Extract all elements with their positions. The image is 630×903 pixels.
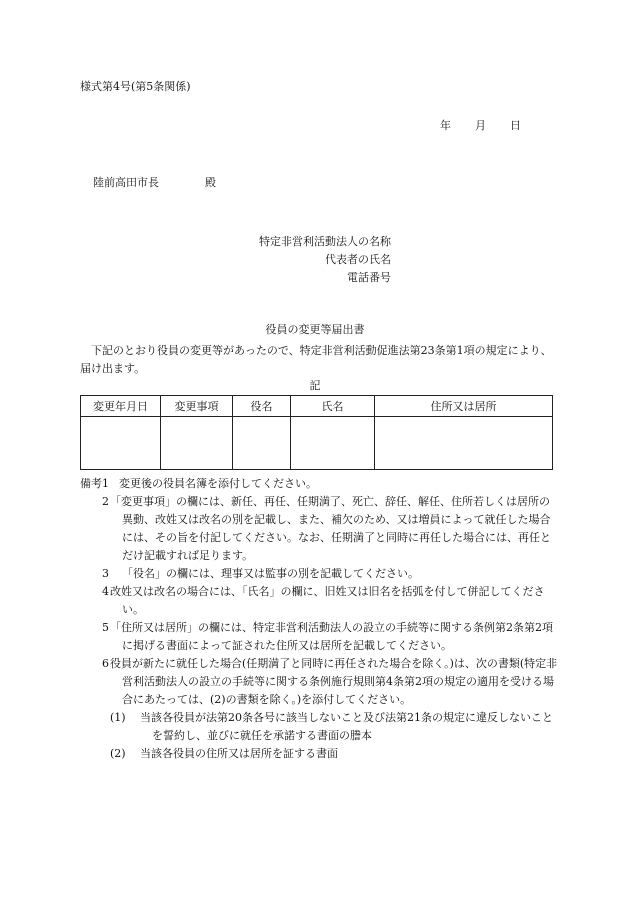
header-role: 役名 [233, 396, 291, 417]
note-text: 変更後の役員名簿を添付してください。 [119, 477, 317, 490]
ki-marker: 記 [309, 379, 321, 392]
header-change-date: 変更年月日 [81, 396, 161, 417]
addressee [93, 177, 216, 188]
date-month-label: 月 [475, 119, 486, 132]
sub-item-number: (1) [110, 711, 126, 724]
note-sub-item [80, 709, 560, 745]
cell-address[interactable] [375, 417, 553, 470]
note-number: 1 [102, 477, 109, 490]
note-item [80, 493, 560, 565]
note-text: 「住所又は居所」の欄には、特定非営利活動法人の設立の手続等に関する条例第2条第2項に掲げる書面によって証された住所又は居所を記載してください。 [110, 621, 553, 652]
date-line [440, 120, 521, 131]
cell-change-item[interactable] [161, 417, 233, 470]
note-text: 「役名」の欄には、理事又は監事の別を記載してください。 [122, 567, 419, 580]
note-item [80, 583, 560, 619]
header-name: 氏名 [291, 396, 375, 417]
cell-role[interactable] [233, 417, 291, 470]
table-header-row [81, 396, 553, 417]
cell-change-date[interactable] [81, 417, 161, 470]
notes-section [80, 475, 560, 763]
applicant-org-name-label: 特定非営利活動法人の名称 [259, 235, 391, 248]
note-sub-item [80, 745, 560, 763]
addressee-name: 陸前高田市長 [93, 176, 159, 189]
sub-item-text: 当該各役員が法第20条各号に該当しないこと及び法第21条の規定に違反しないことを誓約し、並びに就任を承諾する書面の謄本 [140, 711, 553, 742]
note-number: 5 [102, 621, 109, 634]
note-item [80, 619, 560, 655]
header-address: 住所又は居所 [375, 396, 553, 417]
note-number: 4 [102, 585, 109, 598]
note-number: 6 [102, 657, 109, 670]
form-number: 様式第4号(第5条関係) [80, 80, 191, 93]
change-details-table [80, 395, 553, 470]
applicant-phone-label: 電話番号 [347, 271, 391, 284]
document-title: 役員の変更等届出書 [265, 323, 365, 336]
note-item [80, 475, 560, 493]
cell-name[interactable] [291, 417, 375, 470]
note-text: 「変更事項」の欄には、新任、再任、任期満了、死亡、辞任、解任、住所若しくは居所の異動、改姓又は改名の別を記載し、また、補欠のため、又は増員によって就任した場合には、その旨を付記してください。なお、任期満了と同時に再任した場合には、再任とだけ記載すれば足ります。 [110, 495, 551, 562]
sub-item-number: (2) [110, 747, 126, 760]
intro-text: 下記のとおり役員の変更等があったので、特定非営利活動促進法第23条第1項の規定により、届け出ます。 [80, 344, 552, 375]
header-change-item: 変更事項 [161, 396, 233, 417]
intro-paragraph [80, 342, 552, 378]
note-item [80, 565, 560, 583]
sub-item-text: 当該各役員の住所又は居所を証する書面 [140, 747, 338, 760]
note-text: 改姓又は改名の場合には、「氏名」の欄に、旧姓又は旧名を括弧を付して併記してください。 [110, 585, 545, 616]
date-day-label: 日 [510, 119, 521, 132]
notes-label: 備考 [80, 477, 102, 490]
note-text: 役員が新たに就任した場合(任期満了と同時に再任された場合を除く。)は、次の書類(特定非営利活動法人の設立の手続等に関する条例施行規則第4条第2項の規定の適用を受ける場合にあたっては、(2)の書類を除く。)を添付してください。 [110, 657, 558, 706]
addressee-honorific: 殿 [205, 176, 216, 189]
table-row [81, 417, 553, 470]
note-number: 3 [102, 567, 109, 580]
note-number: 2 [102, 495, 109, 508]
note-item [80, 655, 560, 709]
date-year-label: 年 [440, 119, 451, 132]
applicant-rep-name-label: 代表者の氏名 [325, 253, 391, 266]
